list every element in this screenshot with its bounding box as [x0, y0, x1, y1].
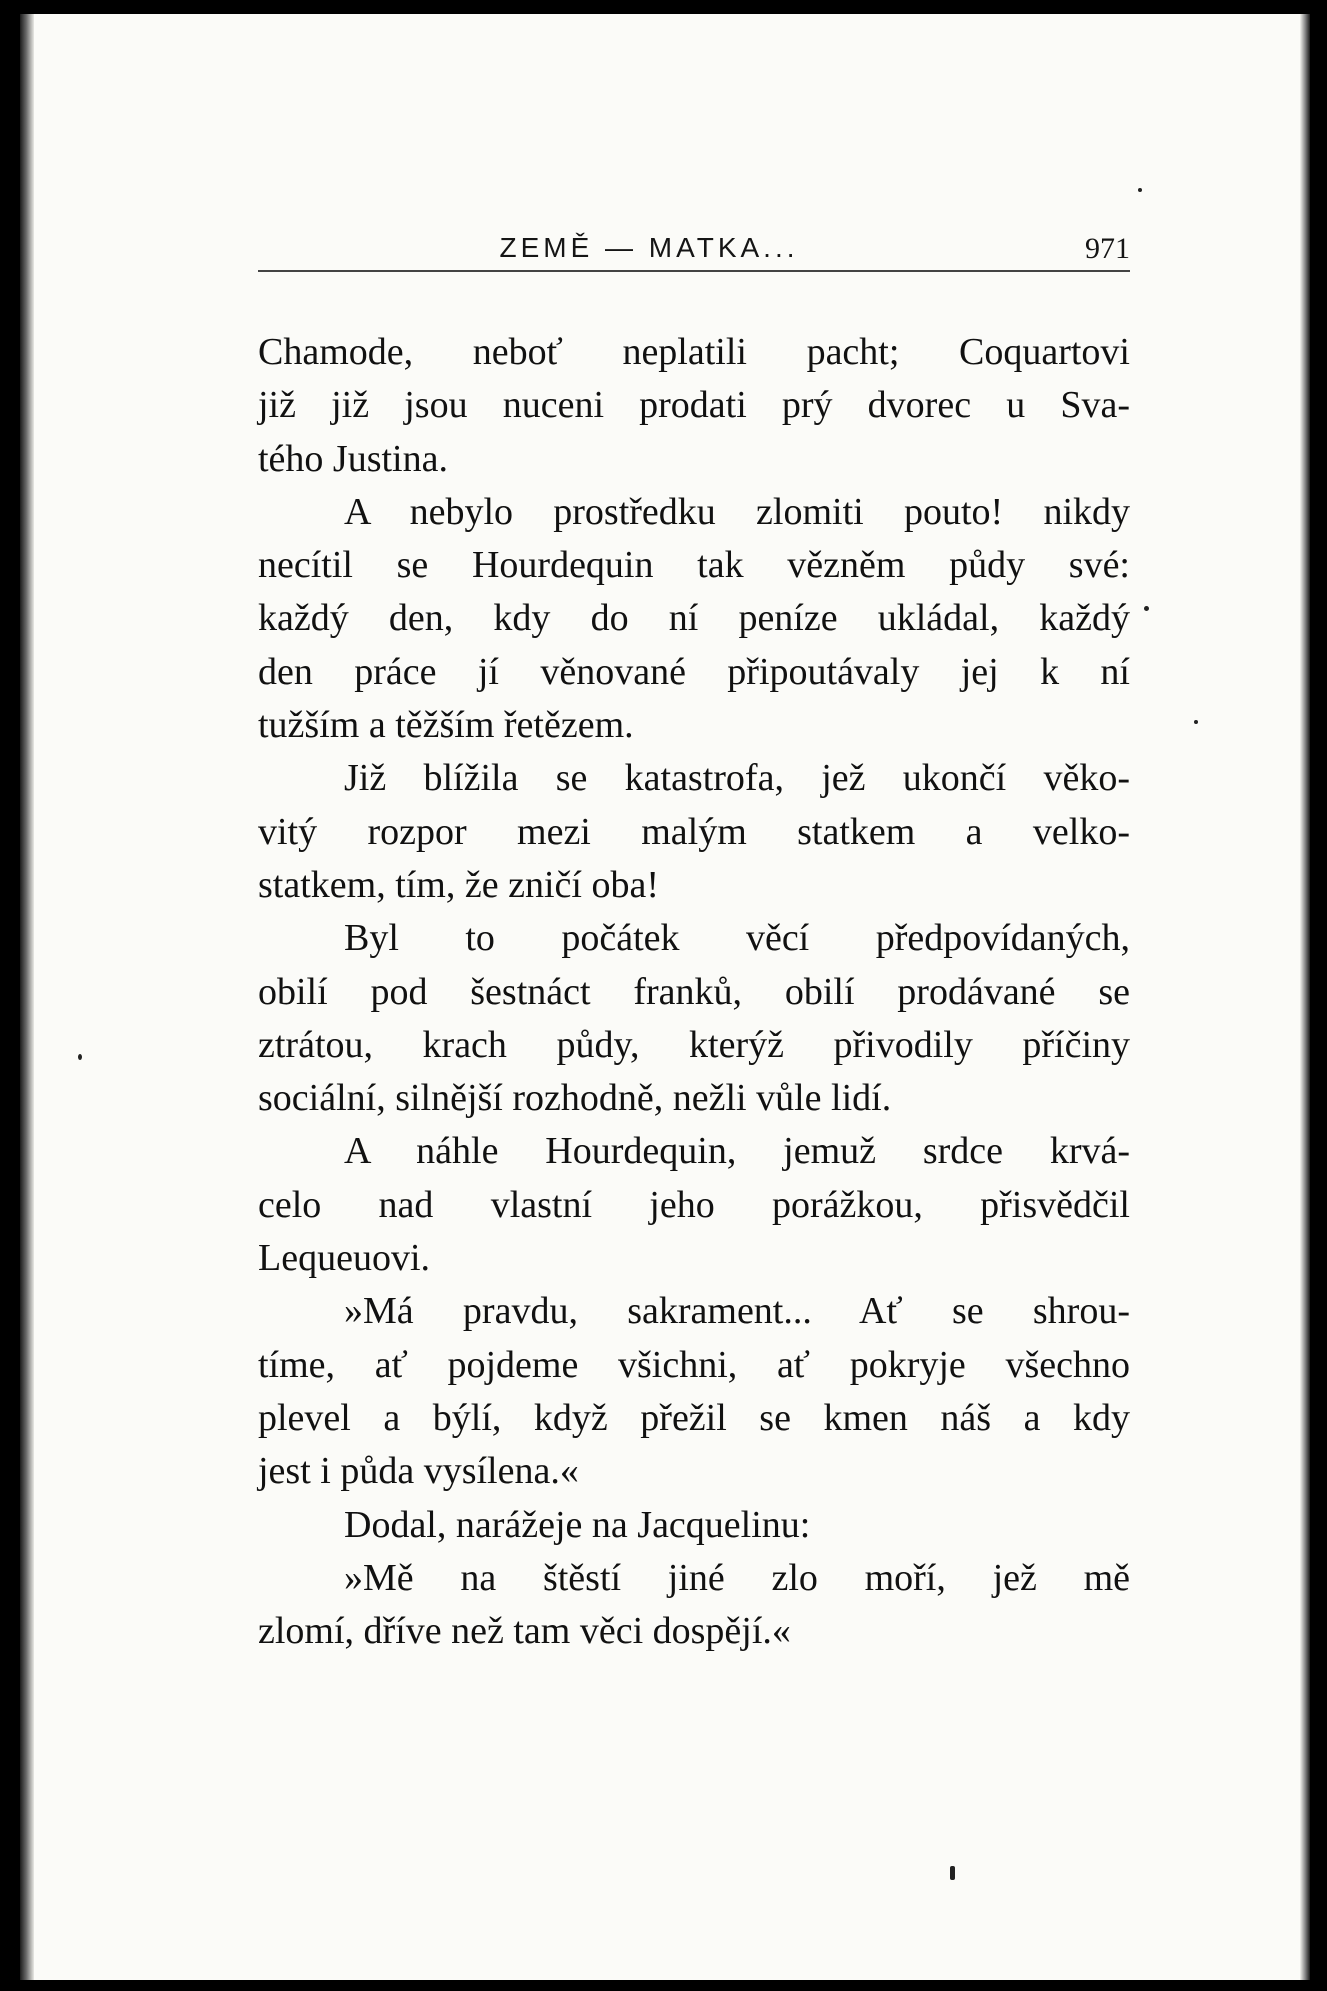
paragraph: [258, 1552, 1130, 1659]
text-line: A náhle Hourdequin, jemuž srdce krvá-: [344, 1130, 1130, 1173]
text-line: Dodal, narážeje na Jacquelinu:: [344, 1503, 811, 1546]
page-right-edge-shadow: [1300, 14, 1310, 1980]
text-line: statkem, tím, že zničí oba!: [258, 863, 659, 906]
text-line: »Má pravdu, sakrament... Ať se shrou-: [344, 1290, 1130, 1333]
paragraph: [258, 1285, 1130, 1498]
text-line: A nebylo prostředku zlomiti pouto! nikdy: [344, 490, 1130, 533]
text-line: tíme, ať pojdeme všichni, ať pokryje všechno: [258, 1343, 1130, 1386]
print-speck: [78, 1054, 82, 1060]
text-line: obilí pod šestnáct franků, obilí prodávané se: [258, 970, 1130, 1013]
paragraph: [258, 486, 1130, 752]
text-line: Již blížila se katastrofa, jež ukončí věko-: [344, 757, 1130, 800]
paragraph: [258, 1499, 1130, 1552]
text-line: sociální, silnější rozhodně, nežli vůle lidí.: [258, 1077, 892, 1120]
print-speck: [1144, 606, 1149, 611]
body-text: [258, 326, 1130, 1658]
text-line: plevel a býlí, když přežil se kmen náš a kdy: [258, 1396, 1130, 1439]
page-number: 971: [1085, 232, 1130, 265]
paragraph: [258, 326, 1130, 486]
page-header: [258, 214, 1130, 272]
paragraph: [258, 912, 1130, 1125]
text-line: již již jsou nuceni prodati prý dvorec u Sva-: [258, 384, 1130, 427]
text-line: jest i půda vysílena.«: [258, 1450, 579, 1493]
text-line: vitý rozpor mezi malým statkem a velko-: [258, 810, 1130, 853]
paragraph: [258, 752, 1130, 912]
print-speck: [950, 1866, 955, 1880]
print-speck: [1194, 720, 1198, 724]
text-line: »Mě na štěstí jiné zlo moří, jež mě: [344, 1556, 1130, 1599]
text-line: zlomí, dříve než tam věci dospějí.«: [258, 1610, 791, 1653]
text-line: necítil se Hourdequin tak vězněm půdy své:: [258, 544, 1130, 587]
text-line: celo nad vlastní jeho porážkou, přisvědčil: [258, 1183, 1130, 1226]
text-line: Byl to počátek věcí předpovídaných,: [344, 917, 1130, 960]
text-line: Chamode, neboť neplatili pacht; Coquartovi: [258, 331, 1130, 373]
book-page: [20, 14, 1310, 1980]
text-line: každý den, kdy do ní peníze ukládal, každý: [258, 597, 1130, 640]
print-speck: [1138, 188, 1142, 192]
paragraph: [258, 1125, 1130, 1285]
text-line: den práce jí věnované připoutávaly jej k ní: [258, 650, 1130, 693]
text-line: tužším a těžším řetězem.: [258, 704, 634, 747]
text-line: Lequeuovi.: [258, 1237, 431, 1280]
text-line: tého Justina.: [258, 437, 448, 480]
running-title: ZEMĚ — MATKA...: [499, 232, 799, 263]
page-left-edge-shadow: [20, 14, 34, 1980]
text-line: ztrátou, krach půdy, kterýž přivodily příčiny: [258, 1023, 1130, 1066]
